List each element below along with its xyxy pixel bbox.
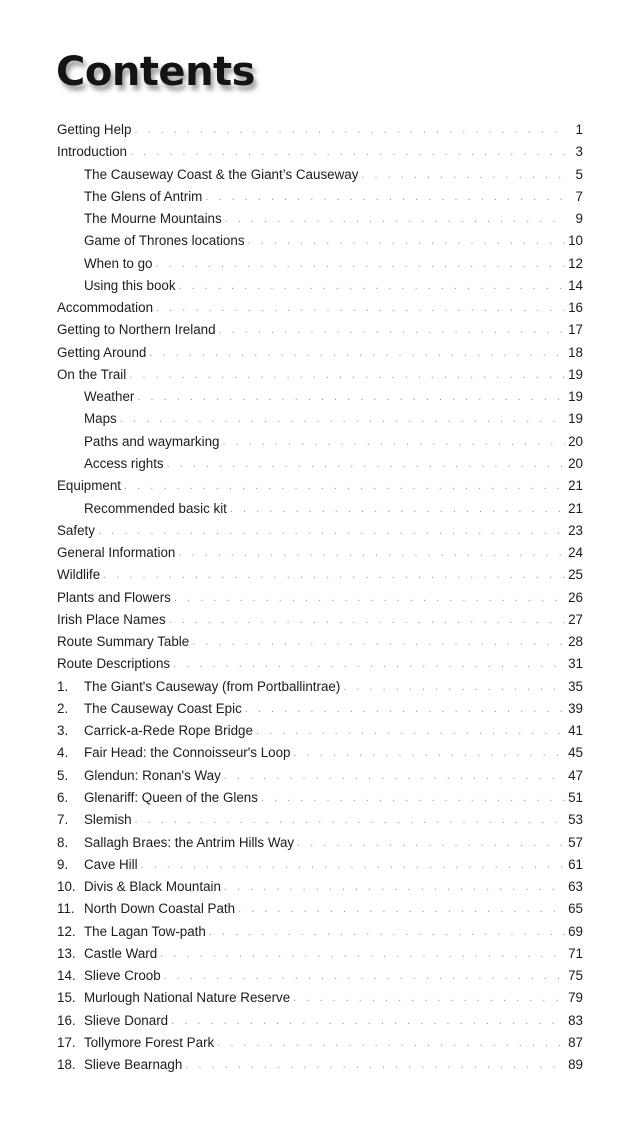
- toc-entry-title: [57, 720, 253, 742]
- toc-entry-title: [57, 141, 127, 163]
- page-number: 18: [568, 344, 583, 360]
- toc-entry-label: The Mourne Mountains: [84, 211, 222, 227]
- toc-entry-label: The Causeway Coast Epic: [84, 700, 242, 716]
- toc-entry[interactable]: [57, 587, 583, 609]
- page-number: 51: [568, 789, 583, 805]
- toc-entry-label: Slieve Donard: [84, 1012, 169, 1028]
- toc-entry[interactable]: [57, 765, 583, 787]
- toc-entry-label: Route Summary Table: [57, 634, 190, 650]
- page-number: 9: [575, 211, 583, 227]
- route-number: 13.: [57, 945, 76, 961]
- toc-entry-title: [57, 475, 121, 497]
- dot-leader: [173, 653, 565, 675]
- dot-leader: [217, 1032, 565, 1054]
- dot-leader: [224, 765, 565, 787]
- page-number: 5: [575, 166, 583, 182]
- dot-leader: [149, 342, 565, 364]
- page-number: 75: [568, 968, 583, 984]
- toc-entry[interactable]: [57, 987, 583, 1009]
- dot-leader: [135, 809, 565, 831]
- toc-entry-label: Castle Ward: [84, 945, 158, 961]
- toc-entry-label: General Information: [57, 545, 176, 561]
- toc-entry-label: The Giant's Causeway (from Portballintrae): [84, 678, 341, 694]
- page-number: 14: [568, 277, 583, 293]
- toc-entry-title: [57, 832, 294, 854]
- route-number: 2.: [57, 700, 69, 716]
- page-number: 41: [568, 723, 583, 739]
- dot-leader: [174, 587, 565, 609]
- toc-entry[interactable]: [57, 498, 583, 520]
- toc-entry[interactable]: [57, 943, 583, 965]
- toc-entry-label: Murlough National Nature Reserve: [84, 990, 291, 1006]
- toc-entry[interactable]: [57, 275, 583, 297]
- toc-entry-label: Slemish: [84, 812, 132, 828]
- toc-entry-label: Cave Hill: [84, 856, 138, 872]
- toc-entry[interactable]: [57, 698, 583, 720]
- toc-entry-label: Recommended basic kit: [84, 500, 227, 516]
- toc-entry-label: Paths and waymarking: [84, 433, 220, 449]
- page-number: 87: [568, 1034, 583, 1050]
- toc-entry-label: On the Trail: [57, 366, 127, 382]
- page-number: 19: [568, 366, 583, 382]
- toc-entry[interactable]: [57, 965, 583, 987]
- page-number: 23: [568, 522, 583, 538]
- page-number: 71: [568, 945, 583, 961]
- toc-entry-title: [57, 809, 132, 831]
- toc-entry[interactable]: [57, 1010, 583, 1032]
- dot-leader: [120, 408, 565, 430]
- page-number: 79: [568, 990, 583, 1006]
- dot-leader: [179, 275, 566, 297]
- toc-entry-title: [57, 253, 152, 275]
- page-number: 19: [568, 389, 583, 405]
- page-number: 10: [568, 233, 583, 249]
- dot-leader: [164, 965, 565, 987]
- page-title: Contents: [56, 49, 255, 95]
- toc-entry-label: Maps: [84, 411, 117, 427]
- toc-entry-label: Slieve Croob: [84, 968, 161, 984]
- toc-entry-title: [57, 186, 202, 208]
- toc-entry-label: Irish Place Names: [57, 611, 166, 627]
- page-number: 20: [568, 433, 583, 449]
- toc-entry[interactable]: [57, 921, 583, 943]
- toc-entry-title: [57, 386, 134, 408]
- toc-entry-label: Access rights: [84, 455, 164, 471]
- toc-entry[interactable]: [57, 319, 583, 341]
- route-number: 12.: [57, 923, 76, 939]
- toc-entry[interactable]: [57, 119, 583, 141]
- page-number: 26: [568, 589, 583, 605]
- page-number: 69: [568, 923, 583, 939]
- toc-entry-title: [57, 520, 95, 542]
- dot-leader: [185, 1054, 565, 1076]
- toc-entry-title: [57, 319, 216, 341]
- page-number: 17: [568, 322, 583, 338]
- page-number: 1: [575, 122, 583, 137]
- toc-entry[interactable]: [57, 386, 583, 408]
- dot-leader: [192, 631, 565, 653]
- route-number: 18.: [57, 1057, 76, 1073]
- page-number: 65: [568, 901, 583, 917]
- toc-entry-label: Accommodation: [57, 300, 154, 316]
- toc-entry-label: North Down Coastal Path: [84, 901, 236, 917]
- toc-entry-title: [57, 364, 126, 386]
- toc-entry-title: [57, 676, 340, 698]
- toc-entry-title: [57, 854, 138, 876]
- toc-entry-label: Game of Thrones locations: [84, 233, 245, 249]
- toc-entry-title: [57, 453, 164, 475]
- dot-leader: [156, 297, 565, 319]
- toc-entry-title: [57, 631, 189, 653]
- page-number: 27: [568, 611, 583, 627]
- toc-entry-label: The Causeway Coast & the Giant’s Causeway: [84, 166, 359, 182]
- toc-entry-title: [57, 164, 358, 186]
- toc-entry-label: Glenariff: Queen of the Glens: [84, 789, 258, 805]
- toc-entry-label: The Glens of Antrim: [84, 188, 203, 204]
- dot-leader: [238, 898, 565, 920]
- toc-entry-title: [57, 408, 117, 430]
- dot-leader: [361, 164, 566, 186]
- toc-entry-label: Slieve Bearnagh: [84, 1057, 183, 1073]
- dot-leader: [129, 364, 565, 386]
- route-number: 6.: [57, 789, 69, 805]
- toc-entry-label: Divis & Black Mountain: [84, 879, 221, 895]
- route-number: 4.: [57, 745, 69, 761]
- dot-leader: [134, 119, 566, 141]
- toc-entry-label: Introduction: [57, 144, 127, 160]
- toc-entry-title: [57, 921, 206, 943]
- toc-entry-title: [57, 787, 258, 809]
- toc-entry-title: [57, 987, 290, 1009]
- toc-entry-title: [57, 297, 153, 319]
- page-number: 7: [575, 188, 583, 204]
- dot-leader: [103, 564, 565, 586]
- page-number: 35: [568, 678, 583, 694]
- dot-leader: [141, 854, 566, 876]
- toc-entry-title: [57, 765, 221, 787]
- dot-leader: [205, 186, 566, 208]
- page-number: 21: [568, 478, 583, 494]
- dot-leader: [293, 987, 565, 1009]
- dot-leader: [256, 720, 565, 742]
- toc-entry[interactable]: [57, 297, 583, 319]
- toc-entry[interactable]: [57, 720, 583, 742]
- toc-entry[interactable]: [57, 854, 583, 876]
- page-number: 61: [568, 856, 583, 872]
- toc-entry[interactable]: [57, 520, 583, 542]
- page-number: 47: [568, 767, 583, 783]
- toc-entry[interactable]: [57, 876, 583, 898]
- dot-leader: [294, 742, 566, 764]
- route-number: 11.: [57, 901, 75, 917]
- toc-entry-title: [57, 431, 219, 453]
- toc-entry[interactable]: [57, 164, 583, 186]
- dot-leader: [171, 1010, 565, 1032]
- route-number: 8.: [57, 834, 69, 850]
- toc-entry[interactable]: [57, 542, 583, 564]
- page-number: 31: [568, 656, 583, 672]
- dot-leader: [297, 832, 565, 854]
- page-number: 63: [568, 879, 583, 895]
- toc-entry[interactable]: [57, 609, 583, 631]
- toc-entry[interactable]: [57, 898, 583, 920]
- toc-entry-label: Safety: [57, 522, 95, 538]
- page-number: 12: [568, 255, 583, 271]
- page-number: 20: [568, 455, 583, 471]
- dot-leader: [160, 943, 565, 965]
- toc-entry-title: [57, 542, 175, 564]
- page-number: 25: [568, 567, 583, 583]
- toc-entry-title: [57, 564, 100, 586]
- page-number: 39: [568, 700, 583, 716]
- toc-entry-label: Wildlife: [57, 567, 101, 583]
- page-number: 24: [568, 545, 583, 561]
- toc-entry-label: Weather: [84, 389, 135, 405]
- table-of-contents: [57, 119, 583, 1076]
- page-number: 83: [568, 1012, 583, 1028]
- route-number: 7.: [57, 812, 69, 828]
- dot-leader: [245, 698, 565, 720]
- toc-entry-label: Tollymore Forest Park: [84, 1034, 215, 1050]
- page-number: 16: [568, 300, 583, 316]
- toc-entry[interactable]: [57, 253, 583, 275]
- toc-entry-title: [57, 119, 131, 141]
- toc-entry-title: [57, 230, 245, 252]
- route-number: 3.: [57, 723, 69, 739]
- toc-entry[interactable]: [57, 631, 583, 653]
- toc-entry-title: [57, 498, 227, 520]
- page-number: 89: [568, 1057, 583, 1073]
- toc-entry[interactable]: [57, 141, 583, 163]
- toc-entry-title: [57, 876, 221, 898]
- dot-leader: [261, 787, 565, 809]
- dot-leader: [222, 431, 565, 453]
- toc-entry-label: Fair Head: the Connoisseur's Loop: [84, 745, 291, 761]
- toc-entry[interactable]: [57, 1032, 583, 1054]
- toc-entry[interactable]: [57, 364, 583, 386]
- toc-entry-title: [57, 653, 170, 675]
- dot-leader: [169, 609, 565, 631]
- page-number: 21: [568, 500, 583, 516]
- dot-leader: [130, 141, 566, 163]
- toc-entry-label: Equipment: [57, 478, 122, 494]
- toc-entry-title: [57, 1032, 214, 1054]
- route-number: 14.: [57, 968, 76, 984]
- toc-entry[interactable]: [57, 832, 583, 854]
- toc-entry-label: Getting to Northern Ireland: [57, 322, 216, 338]
- route-number: 1.: [57, 678, 69, 694]
- page-number: 45: [568, 745, 583, 761]
- dot-leader: [230, 498, 565, 520]
- page-number: 28: [568, 634, 583, 650]
- route-number: 9.: [57, 856, 69, 872]
- toc-entry[interactable]: [57, 186, 583, 208]
- dot-leader: [167, 453, 565, 475]
- dot-leader: [343, 676, 565, 698]
- route-number: 16.: [57, 1012, 76, 1028]
- toc-entry-label: Plants and Flowers: [57, 589, 171, 605]
- dot-leader: [124, 475, 565, 497]
- page-number: 19: [568, 411, 583, 427]
- toc-entry-label: Carrick-a-Rede Rope Bridge: [84, 723, 253, 739]
- dot-leader: [219, 319, 566, 341]
- route-number: 10.: [57, 879, 76, 895]
- toc-entry[interactable]: [57, 342, 583, 364]
- dot-leader: [225, 208, 566, 230]
- route-number: 17.: [57, 1034, 76, 1050]
- toc-entry-title: [57, 587, 171, 609]
- page-number: 53: [568, 812, 583, 828]
- toc-entry-title: [57, 1054, 182, 1076]
- toc-entry-label: Using this book: [84, 277, 176, 293]
- toc-entry[interactable]: [57, 564, 583, 586]
- toc-entry[interactable]: [57, 787, 583, 809]
- toc-entry[interactable]: [57, 453, 583, 475]
- toc-entry-label: Glendun: Ronan's Way: [84, 767, 221, 783]
- toc-entry-label: Getting Help: [57, 122, 132, 137]
- toc-entry-title: [57, 275, 176, 297]
- toc-entry-label: When to go: [84, 255, 153, 271]
- route-number: 15.: [57, 990, 76, 1006]
- toc-entry-title: [57, 609, 166, 631]
- toc-entry-label: Sallagh Braes: the Antrim Hills Way: [84, 834, 295, 850]
- toc-entry[interactable]: [57, 676, 583, 698]
- dot-leader: [209, 921, 565, 943]
- toc-entry[interactable]: [57, 809, 583, 831]
- route-number: 5.: [57, 767, 69, 783]
- dot-leader: [224, 876, 565, 898]
- toc-entry-title: [57, 208, 222, 230]
- toc-entry-title: [57, 742, 291, 764]
- toc-entry-title: [57, 898, 235, 920]
- dot-leader: [178, 542, 565, 564]
- toc-entry-title: [57, 1010, 168, 1032]
- toc-entry-title: [57, 965, 161, 987]
- dot-leader: [137, 386, 565, 408]
- toc-entry-label: The Lagan Tow-path: [84, 923, 206, 939]
- dot-leader: [98, 520, 565, 542]
- toc-entry[interactable]: [57, 1054, 583, 1076]
- toc-entry[interactable]: [57, 408, 583, 430]
- toc-entry[interactable]: [57, 230, 583, 252]
- page-number: 57: [568, 834, 583, 850]
- page-number: 3: [575, 144, 583, 160]
- toc-entry[interactable]: [57, 475, 583, 497]
- toc-entry-label: Route Descriptions: [57, 656, 171, 672]
- dot-leader: [155, 253, 565, 275]
- toc-entry-title: [57, 342, 146, 364]
- toc-entry[interactable]: [57, 431, 583, 453]
- dot-leader: [248, 230, 566, 252]
- toc-entry-title: [57, 698, 242, 720]
- toc-entry[interactable]: [57, 742, 583, 764]
- toc-entry-title: [57, 943, 157, 965]
- toc-entry[interactable]: [57, 208, 583, 230]
- toc-entry-label: Getting Around: [57, 344, 147, 360]
- toc-entry[interactable]: [57, 653, 583, 675]
